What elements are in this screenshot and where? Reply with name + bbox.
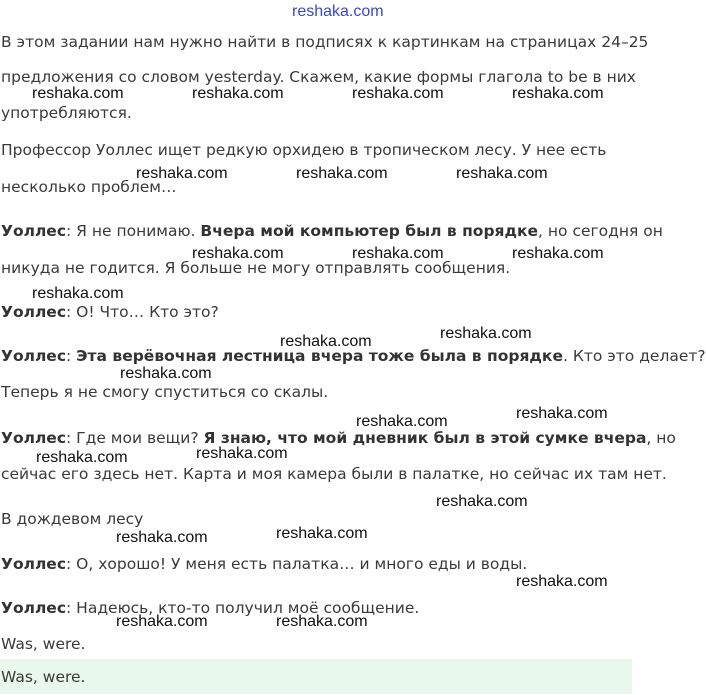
watermark: reshaka.com (120, 365, 212, 382)
watermark: reshaka.com (292, 3, 384, 20)
watermark: reshaka.com (356, 413, 448, 430)
highlighted-sentence: Эта верёвочная лестница вчера тоже была в порядке (76, 347, 563, 365)
watermark: reshaka.com (296, 165, 388, 182)
answer-highlight-box (0, 659, 632, 694)
dialogue-text: : (66, 347, 77, 365)
watermark: reshaka.com (516, 405, 608, 422)
context-line-1: Профессор Уоллес ищет редкую орхидею в тропическом лесу. У нее есть (1, 141, 607, 159)
watermark: reshaka.com (32, 85, 124, 102)
dialogue-text: : О! Что… Кто это? (66, 303, 219, 321)
highlighted-sentence: Вчера мой компьютер был в порядке (200, 222, 539, 240)
watermark: reshaka.com (512, 85, 604, 102)
intro-line-3: употребляются. (1, 104, 132, 122)
dialogue-1-line-2: никуда не годится. Я больше не могу отправлять сообщения. (1, 259, 511, 277)
highlighted-sentence: Я знаю, что мой дневник был в этой сумке вчера (203, 429, 647, 447)
speaker-name: Уоллес (1, 599, 67, 617)
speaker-name: Уоллес (1, 555, 67, 573)
watermark: reshaka.com (192, 245, 284, 262)
watermark: reshaka.com (196, 445, 288, 462)
dialogue-2-line (1, 302, 219, 322)
watermark: reshaka.com (516, 573, 608, 590)
speaker-name: Уоллес (1, 303, 67, 321)
watermark: reshaka.com (192, 85, 284, 102)
dialogue-3-line-2: Теперь я не смогу спуститься со скалы. (1, 383, 329, 401)
dialogue-text: : Я не понимаю. (66, 222, 201, 240)
watermark: reshaka.com (36, 449, 128, 466)
speaker-name: Уоллес (1, 429, 67, 447)
dialogue-4-line-1 (1, 428, 676, 448)
dialogue-text: . Кто это делает? (562, 347, 706, 365)
watermark: reshaka.com (352, 245, 444, 262)
watermark: reshaka.com (276, 613, 368, 630)
watermark: reshaka.com (436, 493, 528, 510)
watermark: reshaka.com (116, 613, 208, 630)
context-line-2: несколько проблем… (1, 178, 177, 196)
watermark: reshaka.com (32, 285, 124, 302)
watermark: reshaka.com (136, 165, 228, 182)
speaker-name: Уоллес (1, 222, 67, 240)
watermark: reshaka.com (352, 85, 444, 102)
speaker-name: Уоллес (1, 347, 67, 365)
dialogue-text: : Надеюсь, кто-то получил моё сообщение. (66, 599, 420, 617)
answer-text: Was, were. (1, 635, 86, 653)
watermark: reshaka.com (116, 529, 208, 546)
intro-line-2: предложения со словом yesterday. Скажем, какие формы глагола to be в них (1, 68, 636, 86)
dialogue-4-line-2: сейчас его здесь нет. Карта и моя камера были в палатке, но сейчас их там нет. (1, 465, 667, 483)
dialogue-text: , но (646, 429, 676, 447)
answer-highlighted-text: Was, were. (1, 668, 86, 686)
watermark: reshaka.com (440, 325, 532, 342)
dialogue-text: : О, хорошо! У меня есть палатка… и много еды и воды. (66, 555, 528, 573)
dialogue-text: : Где мои вещи? (66, 429, 204, 447)
watermark: reshaka.com (512, 245, 604, 262)
dialogue-1-line-1 (1, 221, 663, 241)
watermark: reshaka.com (280, 333, 372, 350)
intro-line-1: В этом задании нам нужно найти в подписях к картинкам на страницах 24–25 (1, 33, 649, 51)
watermark: reshaka.com (456, 165, 548, 182)
rainforest-heading: В дождевом лесу (1, 510, 144, 528)
rainforest-line-1 (1, 554, 527, 574)
watermark: reshaka.com (276, 525, 368, 542)
dialogue-text: , но сегодня он (538, 222, 663, 240)
